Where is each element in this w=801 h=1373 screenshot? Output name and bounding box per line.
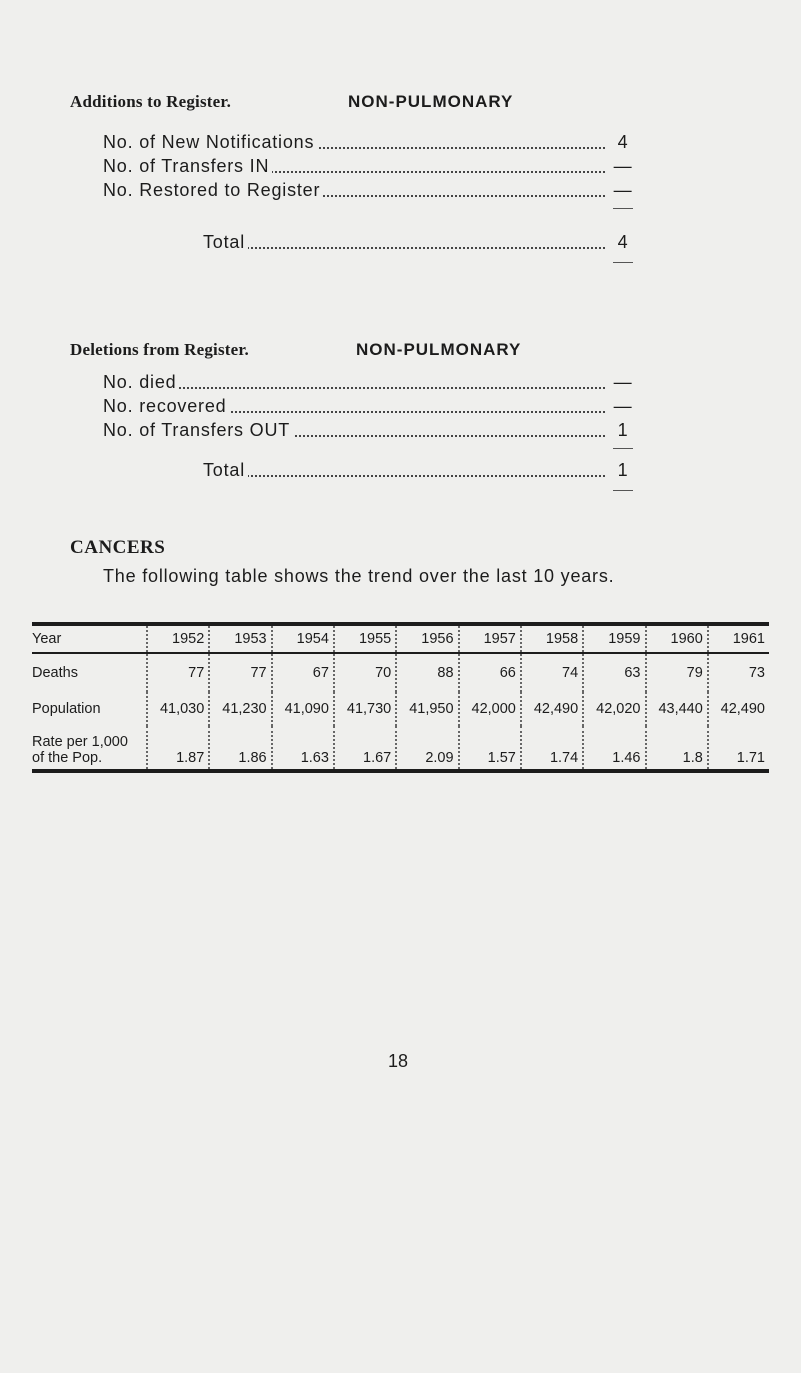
rate-cell: 1.8 xyxy=(646,726,708,771)
additions-total-row: Total 4 xyxy=(203,232,629,252)
row-header-deaths: Deaths xyxy=(32,653,147,692)
deletions-heading-label: Deletions from Register. xyxy=(70,340,250,359)
table-row-rate xyxy=(32,726,769,771)
deaths-cell: 63 xyxy=(583,653,645,692)
year-cell: 1958 xyxy=(521,624,583,653)
total-rule xyxy=(613,490,633,491)
deaths-cell: 66 xyxy=(459,653,521,692)
row-header-population: Population xyxy=(32,692,147,726)
population-cell: 41,950 xyxy=(396,692,458,726)
year-cell: 1957 xyxy=(459,624,521,653)
deletions-row: No. died — xyxy=(103,372,633,392)
year-cell: 1960 xyxy=(646,624,708,653)
population-cell: 42,490 xyxy=(720,701,765,717)
row-header-year: Year xyxy=(32,624,147,653)
additions-row: No. Restored to Register — xyxy=(103,180,633,200)
table-row-deaths xyxy=(32,653,769,692)
rate-cell: 1.46 xyxy=(583,726,645,771)
deletions-kind: NON-PULMONARY xyxy=(356,340,522,359)
population-cell: 41,230 xyxy=(209,692,271,726)
deaths-cell: 79 xyxy=(646,653,708,692)
rate-cell: 1.71 xyxy=(736,750,765,766)
rate-cell: 1.63 xyxy=(272,726,334,771)
deletions-total-row: Total 1 xyxy=(203,460,629,480)
population-cell: 41,090 xyxy=(272,692,334,726)
subtotal-rule xyxy=(613,448,633,449)
deaths-cell: 67 xyxy=(272,653,334,692)
population-cell: 42,000 xyxy=(459,692,521,726)
year-cell: 1953 xyxy=(209,624,271,653)
rate-cell: 1.87 xyxy=(147,726,209,771)
year-cell: 1961 xyxy=(708,624,769,653)
table-row-year xyxy=(32,624,769,653)
deaths-cell: 70 xyxy=(334,653,396,692)
table-row-population xyxy=(32,692,769,726)
total-rule xyxy=(613,262,633,263)
additions-row: No. of New Notifications 4 xyxy=(103,132,629,152)
year-cell: 1956 xyxy=(396,624,458,653)
additions-kind: NON-PULMONARY xyxy=(348,92,514,111)
year-cell: 1954 xyxy=(272,624,334,653)
deaths-cell: 77 xyxy=(209,653,271,692)
cancer-trend-table xyxy=(32,622,769,773)
deletions-row: No. recovered — xyxy=(103,396,633,416)
deletions-heading xyxy=(70,340,522,360)
year-cell: 1955 xyxy=(334,624,396,653)
additions-row: No. of Transfers IN — xyxy=(103,156,633,176)
page-number: 18 xyxy=(388,1051,409,1071)
subtotal-rule xyxy=(613,208,633,209)
deaths-cell: 77 xyxy=(147,653,209,692)
population-cell: 41,030 xyxy=(147,692,209,726)
deaths-cell: 74 xyxy=(521,653,583,692)
year-cell: 1952 xyxy=(147,624,209,653)
rate-cell: 1.57 xyxy=(459,726,521,771)
row-header-rate xyxy=(32,726,147,771)
deletions-row: No. of Transfers OUT 1 xyxy=(103,420,629,440)
population-cell: 43,440 xyxy=(646,692,708,726)
rate-cell: 1.67 xyxy=(334,726,396,771)
cancers-title: CANCERS xyxy=(70,537,166,558)
rate-cell: 1.86 xyxy=(209,726,271,771)
row-header-rate-line1: Rate per 1,000 xyxy=(32,734,128,750)
deaths-cell: 73 xyxy=(748,665,765,681)
population-cell: 42,020 xyxy=(583,692,645,726)
rate-cell: 1.74 xyxy=(521,726,583,771)
row-header-rate-line2: of the Pop. xyxy=(32,750,103,766)
cancers-intro: The following table shows the trend over the last 10 years. xyxy=(103,566,615,586)
additions-heading-label: Additions to Register. xyxy=(70,92,232,111)
rate-cell: 2.09 xyxy=(396,726,458,771)
year-cell: 1959 xyxy=(583,624,645,653)
deaths-cell: 88 xyxy=(396,653,458,692)
population-cell: 41,730 xyxy=(334,692,396,726)
additions-heading xyxy=(70,92,514,112)
population-cell: 42,490 xyxy=(521,692,583,726)
